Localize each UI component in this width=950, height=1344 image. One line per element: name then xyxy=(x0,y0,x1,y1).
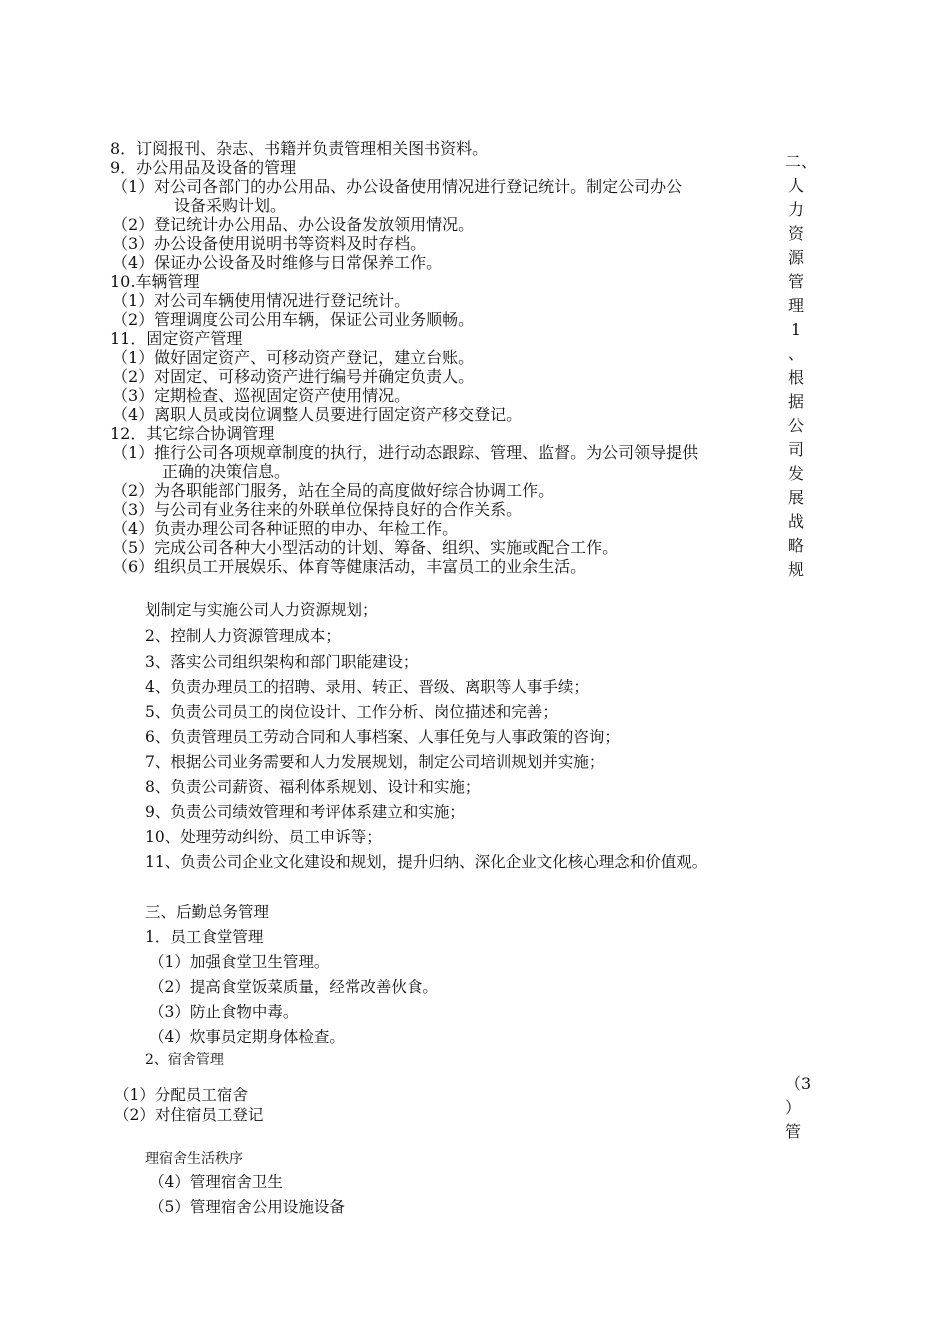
text-line: 划制定与实施公司人力资源规划； xyxy=(145,601,378,619)
text-line: （4）负责办理公司各种证照的申办、年检工作。 xyxy=(112,519,459,538)
text-line: （3）办公设备使用说明书等资料及时存档。 xyxy=(112,234,427,253)
list-item: 10、处理劳动纠纷、员工申诉等； xyxy=(145,828,382,846)
list-item: 9、负责公司绩效管理和考评体系建立和实施； xyxy=(145,803,465,821)
vertical-char: 据 xyxy=(787,392,804,411)
vertical-char: 规 xyxy=(787,560,804,579)
section-heading: 12．其它综合协调管理 xyxy=(110,424,275,443)
section-heading: 三、后勤总务管理 xyxy=(145,903,270,921)
vertical-char: 理 xyxy=(787,296,804,315)
list-item: 4、负责办理员工的招聘、录用、转正、晋级、离职等人事手续； xyxy=(145,678,589,696)
text-line: 设备采购计划。 xyxy=(174,196,287,215)
vertical-char: 根 xyxy=(787,368,804,387)
section-heading: 1．员工食堂管理 xyxy=(145,928,264,946)
list-item: （4）炊事员定期身体检查。 xyxy=(149,1028,345,1046)
vertical-char: 略 xyxy=(787,536,804,555)
text-line: （2）对固定、可移动资产进行编号并确定负责人。 xyxy=(112,367,475,386)
text-line: （4）保证办公设备及时维修与日常保养工作。 xyxy=(112,253,443,272)
list-item: （4）管理宿舍卫生 xyxy=(149,1173,283,1191)
section-heading: 9．办公用品及设备的管理 xyxy=(110,158,297,177)
list-item: 7、根据公司业务需要和人力发展规划，制定公司培训规划并实施； xyxy=(145,753,605,771)
section-heading: 2、宿舍管理 xyxy=(145,1052,224,1068)
text-line: （1）推行公司各项规章制度的执行，进行动态跟踪、管理、监督。为公司领导提供 xyxy=(112,443,699,462)
vertical-char: 发 xyxy=(787,464,804,483)
vertical-char: 管 xyxy=(787,272,804,291)
list-item: 6、负责管理员工劳动合同和人事档案、人事任免与人事政策的咨询； xyxy=(145,728,620,746)
vertical-char: 资 xyxy=(787,224,804,243)
text-line: （1）做好固定资产、可移动资产登记，建立台账。 xyxy=(112,348,475,367)
list-item: 5、负责公司员工的岗位设计、工作分析、岗位描述和完善； xyxy=(145,703,558,721)
vertical-side-text-2 xyxy=(785,1072,812,1144)
vertical-char: 人 xyxy=(787,176,804,195)
text-line: （2）为各职能部门服务，站在全局的高度做好综合协调工作。 xyxy=(112,481,555,500)
vertical-char: 展 xyxy=(787,488,804,507)
text-line: （3）与公司有业务往来的外联单位保持良好的合作关系。 xyxy=(112,500,523,519)
text-line: （2）登记统计办公用品、办公设备发放领用情况。 xyxy=(112,215,475,234)
vertical-char: 司 xyxy=(787,440,804,459)
list-item: （1）分配员工宿舍 xyxy=(114,1086,248,1104)
list-item: （1）加强食堂卫生管理。 xyxy=(149,953,330,971)
text-line: 8．订阅报刊、杂志、书籍并负责管理相关图书资料。 xyxy=(110,139,489,158)
text-line: 正确的决策信息。 xyxy=(162,462,291,481)
text-line: （5）完成公司各种大小型活动的计划、筹备、组织、实施或配合工作。 xyxy=(112,538,619,557)
text-line: （1）对公司车辆使用情况进行登记统计。 xyxy=(112,291,411,310)
section-heading: 11．固定资产管理 xyxy=(110,329,243,348)
text-line: （3）定期检查、巡视固定资产使用情况。 xyxy=(112,386,411,405)
section-heading: 10.车辆管理 xyxy=(110,272,200,291)
vertical-char: 公 xyxy=(787,416,804,435)
vertical-char: 战 xyxy=(787,512,804,531)
vertical-char: 二、 xyxy=(785,152,818,171)
text-line: （1）对公司各部门的办公用品、办公设备使用情况进行登记统计。制定公司办公 xyxy=(112,177,683,196)
text-line: （6）组织员工开展娱乐、体育等健康活动，丰富员工的业余生活。 xyxy=(112,557,587,576)
list-item: 11、负责公司企业文化建设和规划，提升归纳、深化企业文化核心理念和价值观。 xyxy=(145,853,708,871)
vertical-side-text xyxy=(785,150,818,582)
vertical-char: 、 xyxy=(787,344,804,363)
vertical-char: 管 xyxy=(785,1122,802,1141)
vertical-char: 1 xyxy=(790,320,802,339)
list-item: （5）管理宿舍公用设施设备 xyxy=(149,1198,345,1216)
list-item: 8、负责公司薪资、福利体系规划、设计和实施； xyxy=(145,778,481,796)
list-item: （3）防止食物中毒。 xyxy=(149,1003,299,1021)
list-item: 2、控制人力资源管理成本； xyxy=(145,627,341,645)
list-item: （2）对住宿员工登记 xyxy=(114,1106,264,1124)
text-line: （4）离职人员或岗位调整人员要进行固定资产移交登记。 xyxy=(112,405,523,424)
text-line: 理宿舍生活秩序 xyxy=(145,1151,243,1167)
vertical-char: 力 xyxy=(787,200,804,219)
list-item: 3、落实公司组织架构和部门职能建设； xyxy=(145,653,419,671)
text-line: （2）管理调度公司公用车辆，保证公司业务顺畅。 xyxy=(112,310,475,329)
vertical-char: 源 xyxy=(787,248,804,267)
vertical-char: ） xyxy=(785,1098,802,1117)
vertical-char: （3 xyxy=(785,1074,812,1093)
list-item: （2）提高食堂饭菜质量，经常改善伙食。 xyxy=(149,978,438,996)
